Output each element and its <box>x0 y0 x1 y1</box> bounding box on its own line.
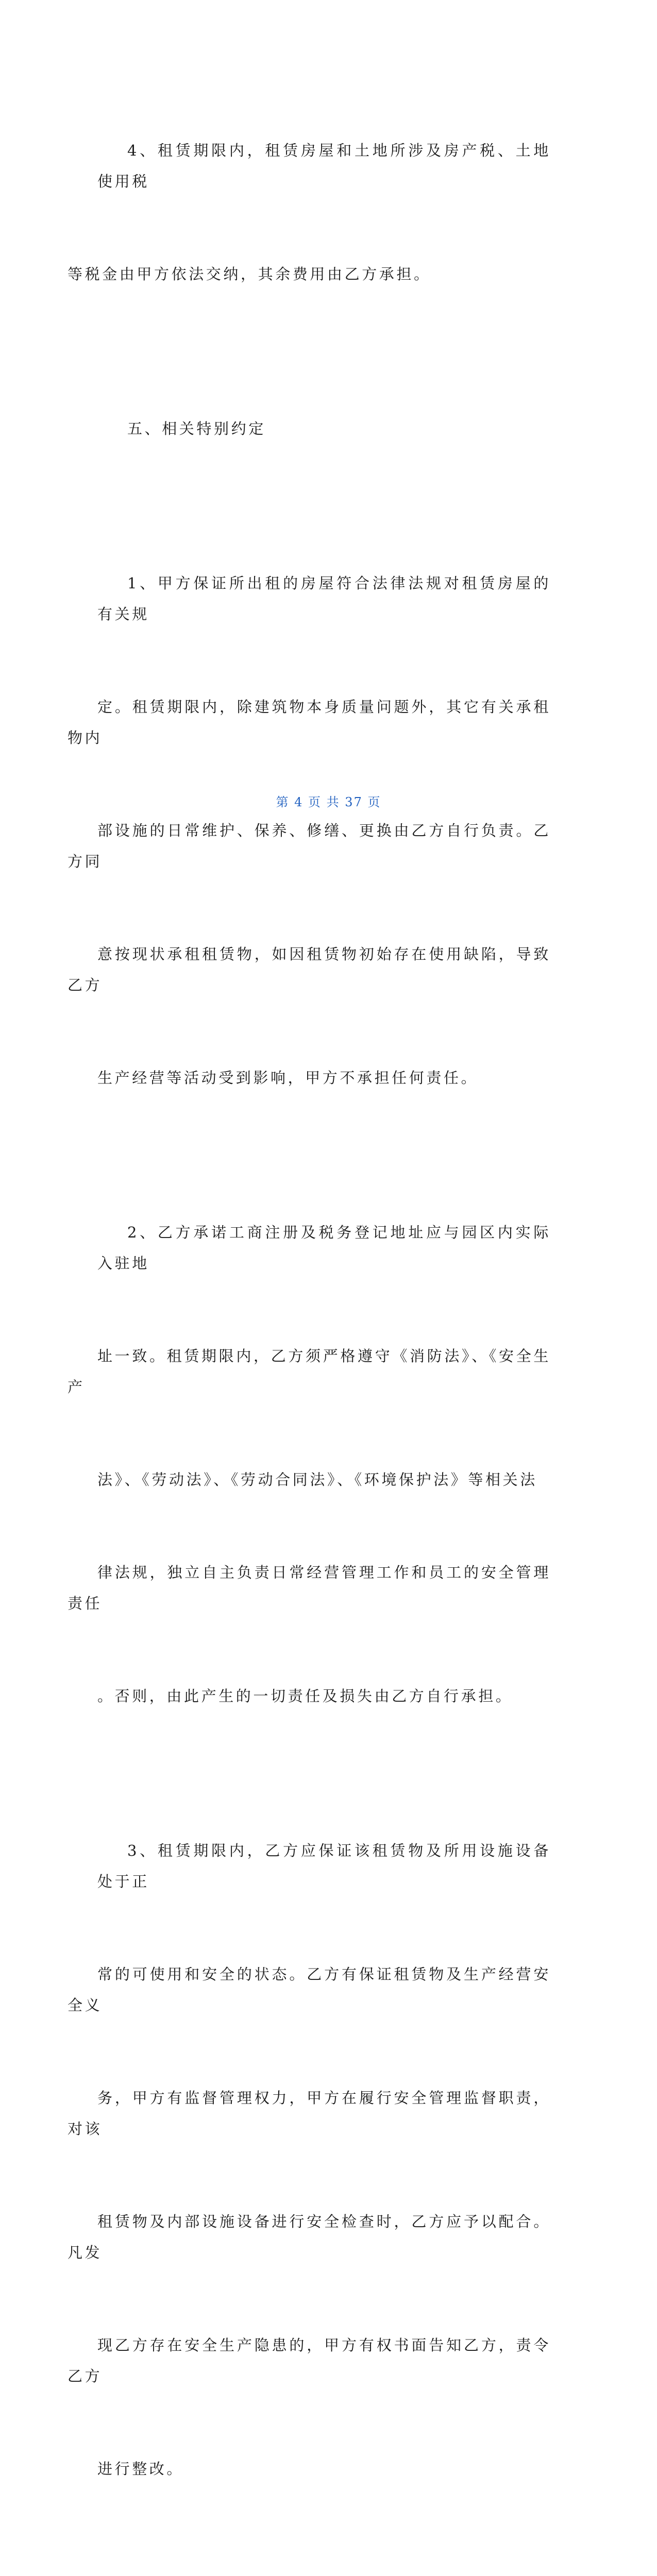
text-line: 址一致。租赁期限内，乙方须严格遵守《消防法》、《安全生产 <box>68 1347 551 1396</box>
document-body <box>68 73 551 2576</box>
paragraph-clause-1 <box>68 506 551 1155</box>
text-line: 3、租赁期限内，乙方应保证该租赁物及所用设施设备处于正 <box>97 1842 551 1890</box>
text-line: 五、相关特别约定 <box>127 420 266 437</box>
text-line: 生产经营等活动受到影响，甲方不承担任何责任。 <box>97 1069 479 1087</box>
text-line: 常的可使用和安全的状态。乙方有保证租赁物及生产经营安全义 <box>68 1965 551 2014</box>
section-heading-special-terms <box>97 351 551 506</box>
text-line: 律法规，独立自主负责日常经营管理工作和员工的安全管理责任 <box>68 1564 551 1612</box>
text-line: 意按现状承租租赁物，如因租赁物初始存在使用缺陷，导致乙方 <box>68 945 551 994</box>
paragraph-clause-4 <box>97 2546 551 2576</box>
text-line: 务，甲方有监督管理权力，甲方在履行安全管理监督职责，对该 <box>68 2089 551 2138</box>
text-line: 。否则，由此产生的一切责任及损失由乙方自行承担。 <box>97 1687 513 1705</box>
paragraph-tax-clause <box>68 73 551 351</box>
text-line: 进行整改。 <box>97 2460 184 2478</box>
text-line: 现乙方存在安全生产隐患的，甲方有权书面告知乙方，责令乙方 <box>68 2336 551 2385</box>
text-line: 2、乙方承诺工商注册及税务登记地址应与园区内实际入驻地 <box>97 1224 551 1272</box>
page-number-footer: 第 4 页 共 37 页 <box>276 795 381 809</box>
text-line: 1、甲方保证所出租的房屋符合法律法规对租赁房屋的有关规 <box>97 574 551 623</box>
text-line: 法》、《劳动法》、《劳动合同法》、《环境保护法》等相关法 <box>97 1471 537 1488</box>
text-line: 4、租赁期限内，租赁房屋和土地所涉及房产税、土地使用税 <box>97 142 551 190</box>
paragraph-clause-2 <box>68 1155 551 1773</box>
text-line: 租赁物及内部设施设备进行安全检查时，乙方应予以配合。凡发 <box>68 2213 551 2261</box>
text-line: 等税金由甲方依法交纳，其余费用由乙方承担。 <box>68 265 431 283</box>
text-line: 定。租赁期限内，除建筑物本身质量问题外，其它有关承租物内 <box>68 698 551 747</box>
paragraph-clause-3 <box>68 1773 551 2546</box>
text-line: 部设施的日常维护、保养、修缮、更换由乙方自行负责。乙方同 <box>68 822 551 870</box>
